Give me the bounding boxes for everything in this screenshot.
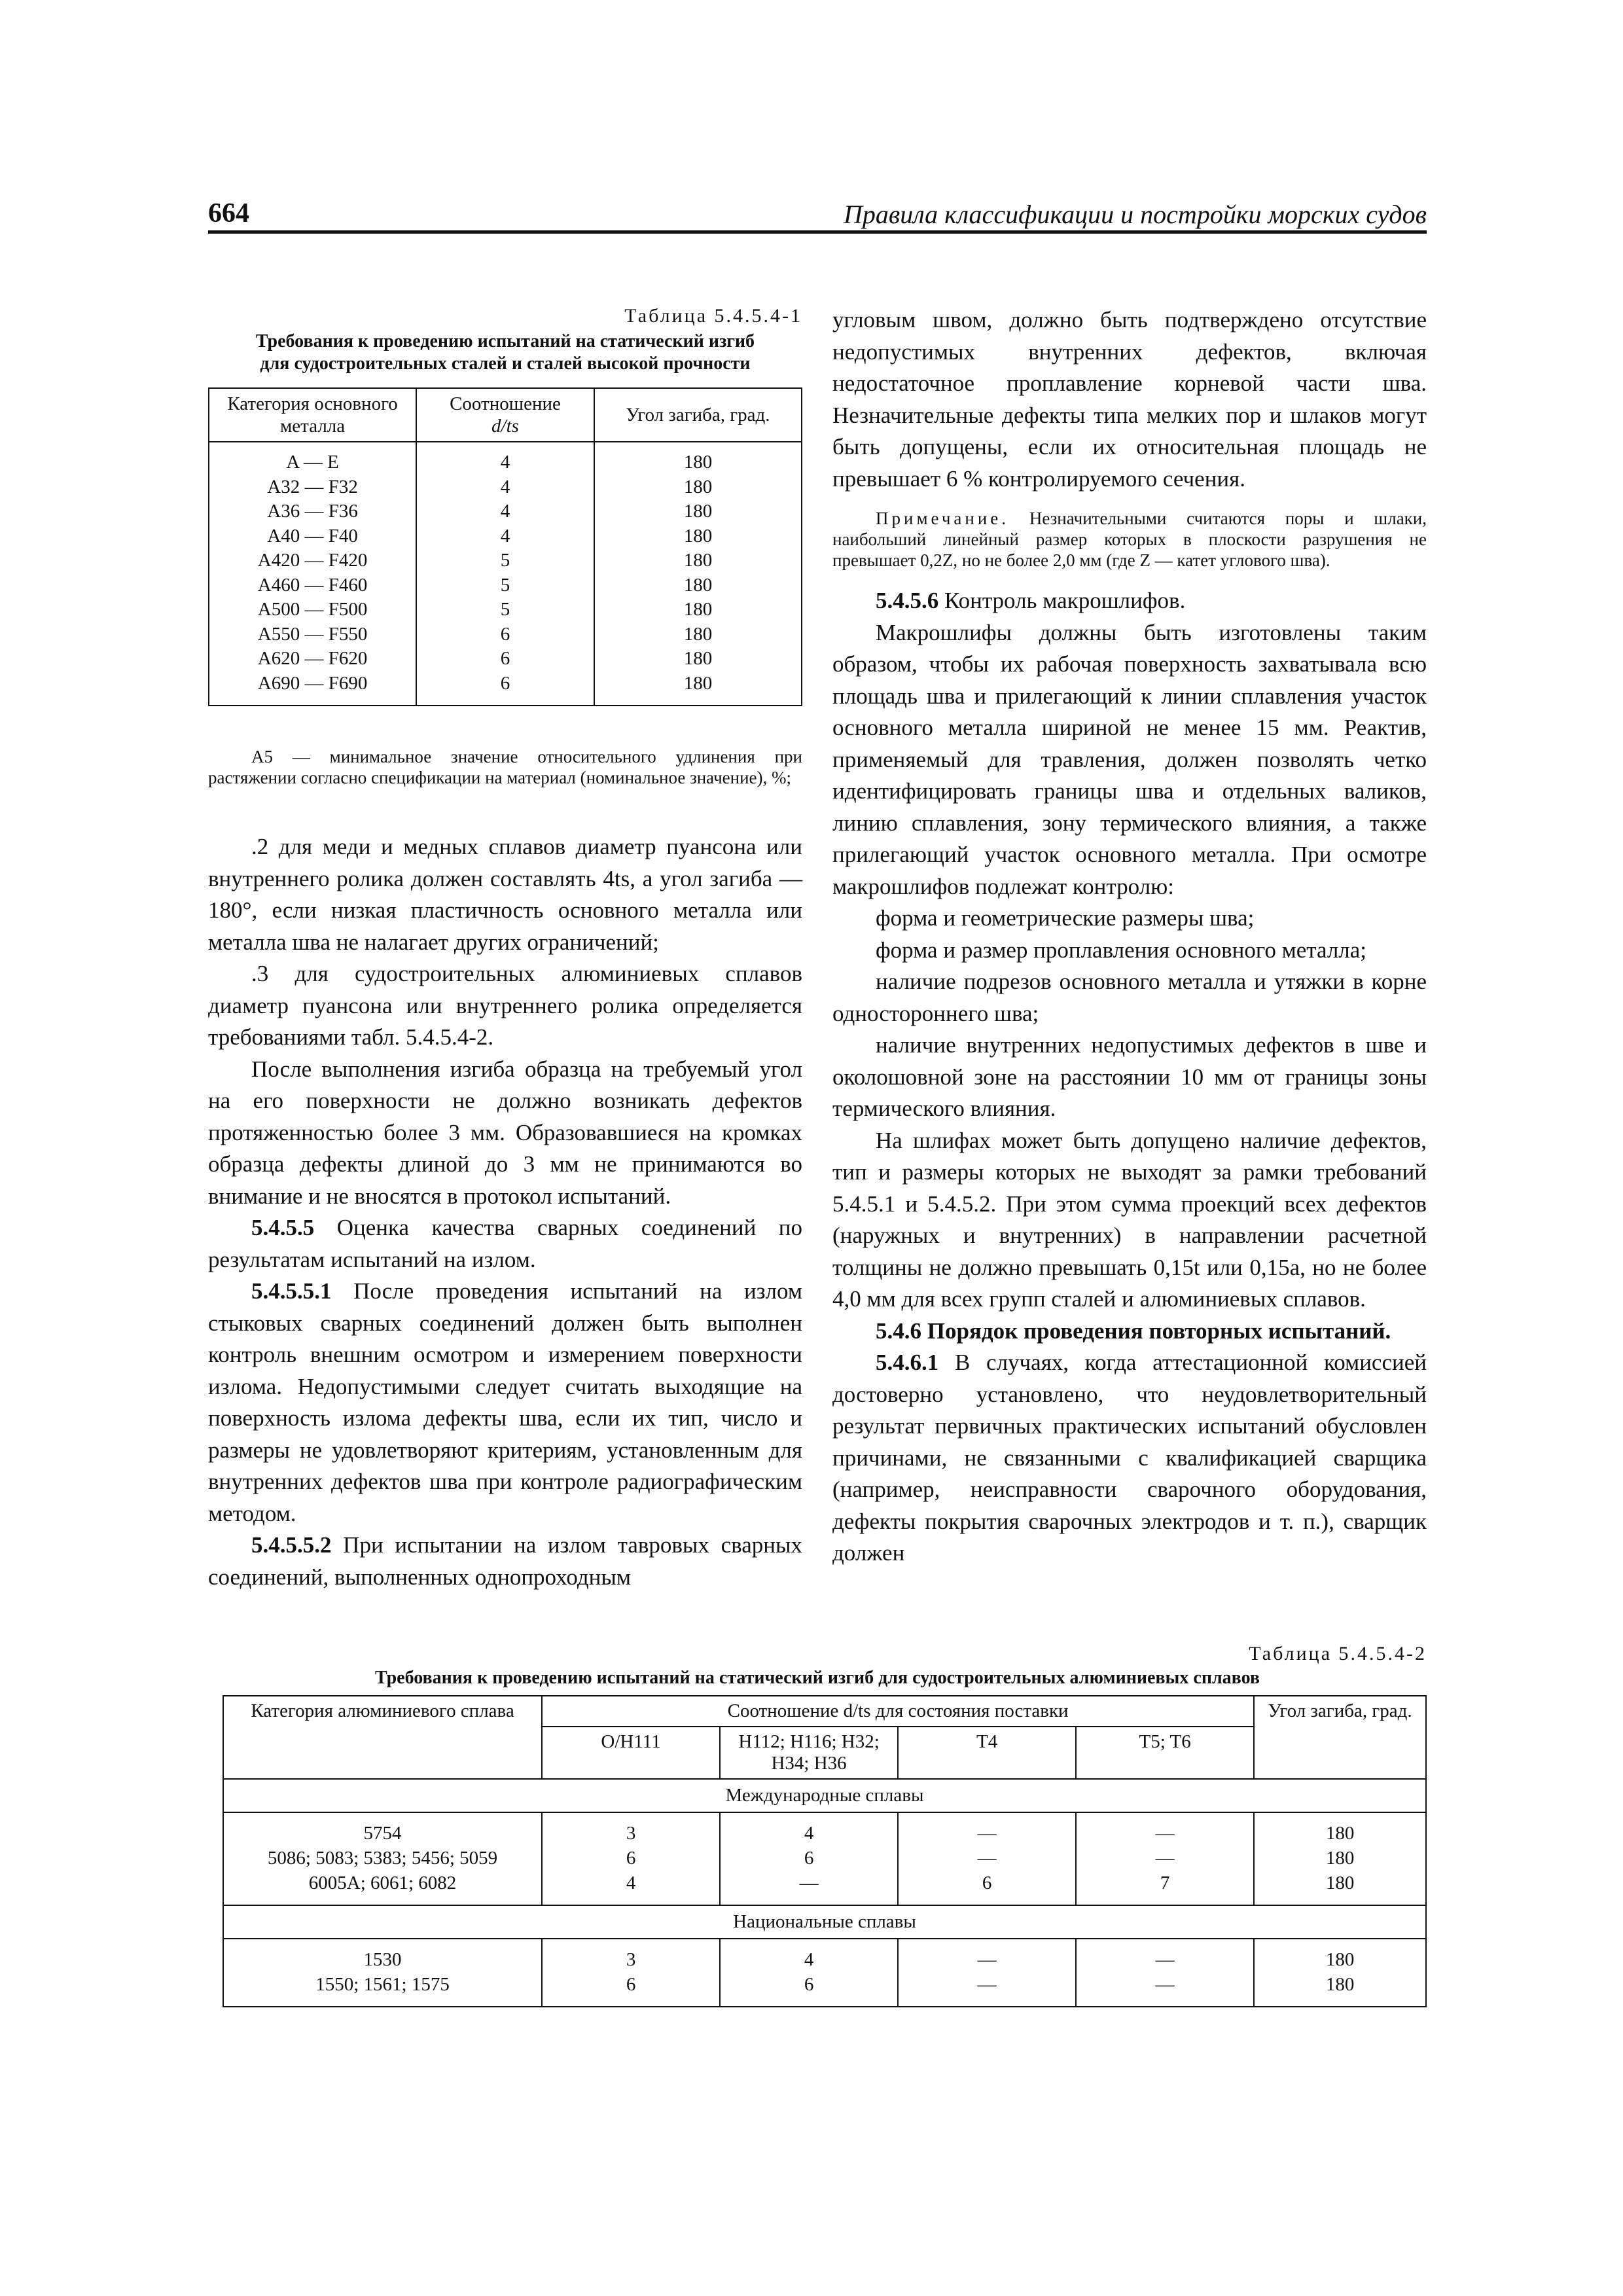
table2 <box>223 1695 1427 2007</box>
table1-header-category: Категория основного металла <box>209 388 416 442</box>
h112-cell <box>720 1939 898 2007</box>
subheader-t5-t6: T5; T6 <box>1076 1727 1254 1779</box>
table-row <box>209 647 802 672</box>
group-row <box>223 1779 1426 1812</box>
alloy-cell <box>223 1812 542 1905</box>
right-column <box>832 304 1427 1570</box>
angle-cell: 180 <box>594 524 802 549</box>
group-row <box>223 1905 1426 1939</box>
ratio-cell: 4 <box>416 499 594 524</box>
ratio-cell: 4 <box>416 442 594 475</box>
h112-cell <box>720 1812 898 1905</box>
running-title: Правила классификации и постройки морских судов <box>843 200 1427 229</box>
angle-cell: 180 <box>594 499 802 524</box>
o-h111-cell <box>542 1812 720 1905</box>
table1 <box>208 387 802 706</box>
category-cell: A460 — F460 <box>209 573 416 598</box>
o-h111-cell <box>542 1939 720 2007</box>
value: — <box>799 1873 819 1893</box>
table-row <box>209 622 802 647</box>
value: 180 <box>1325 1823 1355 1844</box>
section-text: Оценка качества сварных соединений по результатам испытаний на излом. <box>208 1215 802 1272</box>
alloy: 1530 <box>363 1949 402 1970</box>
table1-title-line1: Требования к проведению испытаний на статический изгиб <box>255 331 755 351</box>
left-column <box>208 831 802 1593</box>
category-cell: A420 — F420 <box>209 548 416 573</box>
ratio-cell: 4 <box>416 524 594 549</box>
table1-footnote: A5 — минимальное значение относительного удлинения при растяжении согласно спецификации на материал (номинальное значение), %; <box>208 747 802 787</box>
section-number: 5.4.6.1 <box>876 1350 939 1375</box>
angle-cell <box>1254 1939 1426 2007</box>
note-label: Примечание. <box>876 509 1010 528</box>
table-row <box>209 573 802 598</box>
value: 6 <box>982 1873 992 1893</box>
value: — <box>977 1949 997 1970</box>
t4-cell <box>898 1939 1076 2007</box>
section-text: После проведения испытаний на излом стыковых сварных соединений должен быть выполнен контроль внешним осмотром и измерением поверхности излома. Недопустимыми следует считать выходящие на поверхность излома дефекты шва, если их тип, число и размеры не удовлетворяют критериям, установленным для внутренних дефектов шва при контроле радиографическим методом. <box>208 1278 802 1526</box>
category-cell: A620 — F620 <box>209 647 416 672</box>
value: 3 <box>626 1823 636 1844</box>
table1-header-ratio-line2: d/ts <box>491 416 519 437</box>
value: 180 <box>1325 1949 1355 1970</box>
angle-cell: 180 <box>594 573 802 598</box>
table-row <box>209 475 802 500</box>
category-cell: A550 — F550 <box>209 622 416 647</box>
paragraph <box>832 1347 1427 1570</box>
category-cell: A32 — F32 <box>209 475 416 500</box>
value: — <box>977 1823 997 1844</box>
value: 6 <box>626 1848 636 1869</box>
t5-t6-cell <box>1076 1812 1254 1905</box>
angle-cell: 180 <box>594 442 802 475</box>
value: 4 <box>804 1823 814 1844</box>
list-item: наличие внутренних недопустимых дефектов в шве и околошовной зоне на расстоянии 10 мм от границы зоны термического влияния. <box>832 1032 1427 1121</box>
table2-header-category: Категория алюминиевого сплава <box>223 1696 542 1779</box>
table1-header-row <box>209 388 802 442</box>
section-number: 5.4.5.5 <box>251 1215 315 1240</box>
list-item: наличие подрезов основного металла и утяжки в корне одностороннего шва; <box>832 969 1427 1026</box>
list-item: форма и геометрические размеры шва; <box>876 905 1255 931</box>
value: 3 <box>626 1949 636 1970</box>
paragraph: После выполнения изгиба образца на требуемый угол на его поверхности не должно возникать дефектов протяженностью более 3 мм. Образовавшиеся на кромках образца дефекты длиной до 3 мм не принимаются во внимание и не вносятся в протокол испытаний. <box>208 1056 802 1209</box>
table-row <box>209 598 802 622</box>
table1-title <box>208 331 802 375</box>
paragraph <box>208 1276 802 1530</box>
category-cell: A — E <box>209 442 416 475</box>
page-number: 664 <box>208 198 249 228</box>
angle-cell: 180 <box>594 598 802 622</box>
value: — <box>1155 1949 1175 1970</box>
ratio-cell: 6 <box>416 622 594 647</box>
alloy: 5754 <box>363 1823 402 1844</box>
section-heading <box>208 1212 802 1276</box>
value: 180 <box>1325 1848 1355 1869</box>
value: — <box>977 1974 997 1995</box>
ratio-cell: 4 <box>416 475 594 500</box>
table-row <box>209 442 802 475</box>
table2-header-angle: Угол загиба, град. <box>1254 1696 1426 1779</box>
group-international: Международные сплавы <box>223 1779 1426 1812</box>
ratio-cell: 5 <box>416 598 594 622</box>
table1-header-ratio <box>416 388 594 442</box>
subheader-o-h111: O/H111 <box>542 1727 720 1779</box>
table-row <box>209 548 802 573</box>
table-row <box>223 1812 1426 1905</box>
value: 7 <box>1160 1873 1170 1893</box>
alloy: 6005A; 6061; 6082 <box>308 1873 457 1893</box>
value: 180 <box>1325 1873 1355 1893</box>
table-row <box>209 499 802 524</box>
t5-t6-cell <box>1076 1939 1254 2007</box>
list-item: форма и размер проплавления основного металла; <box>876 937 1367 963</box>
angle-cell: 180 <box>594 475 802 500</box>
value: 6 <box>804 1848 814 1869</box>
table1-title-line2: для судостроительных сталей и сталей высокой прочности <box>260 353 751 374</box>
paragraph: .3 для судостроительных алюминиевых сплавов диаметр пуансона или внутреннего ролика определяется требованиями табл. 5.4.5.4-2. <box>208 961 802 1050</box>
section-heading <box>832 585 1427 617</box>
category-cell: A500 — F500 <box>209 598 416 622</box>
category-cell: A36 — F36 <box>209 499 416 524</box>
table2-header-row <box>223 1696 1426 1727</box>
paragraph <box>208 1530 802 1593</box>
angle-cell: 180 <box>594 548 802 573</box>
angle-cell: 180 <box>594 672 802 706</box>
ratio-cell: 6 <box>416 672 594 706</box>
angle-cell: 180 <box>594 622 802 647</box>
value: — <box>1155 1823 1175 1844</box>
value: — <box>1155 1974 1175 1995</box>
section-number: 5.4.5.6 <box>876 588 939 613</box>
table1-header-angle: Угол загиба, град. <box>594 388 802 442</box>
paragraph: Макрошлифы должны быть изготовлены таким образом, чтобы их рабочая поверхность захватывала всю площадь шва и прилегающий к линии сплавления участок основного металла шириной не менее 15 мм. Реактив, применяемый для травления, должен позволять четко идентифицировать границы шва и отдельных валиков, линию сплавления, зону термического влияния, а также прилегающий участок основного металла. При осмотре макрошлифов подлежат контролю: <box>832 619 1427 899</box>
section-text: В случаях, когда аттестационной комиссией достоверно установлено, что неудовлетворительный результат первичных практических испытаний обусловлен причинами, не связанными с квалификацией сварщика (например, неисправности сварочного оборудования, дефекты покрытия сварочных электродов и т. п.), сварщик должен <box>832 1350 1427 1566</box>
value: 4 <box>804 1949 814 1970</box>
table2-title: Требования к проведению испытаний на статический изгиб для судостроительных алюминиевых сплавов <box>374 1668 1260 1688</box>
subheader-h112: H112; H116; H32; H34; H36 <box>720 1727 898 1779</box>
value: — <box>977 1848 997 1869</box>
value: 6 <box>804 1974 814 1995</box>
value: 4 <box>626 1873 636 1893</box>
value: 180 <box>1325 1974 1355 1995</box>
angle-cell: 180 <box>594 647 802 672</box>
angle-cell <box>1254 1812 1426 1905</box>
section-number: 5.4.5.5.2 <box>251 1532 332 1558</box>
t4-cell <box>898 1812 1076 1905</box>
value: — <box>1155 1848 1175 1869</box>
note <box>832 508 1427 571</box>
table-row <box>209 672 802 706</box>
table-row <box>209 524 802 549</box>
note-text: Незначительными считаются поры и шлаки, наибольший линейный размер которых в плоскости разрушения не превышает 0,2Z, но не более 2,0 мм (где Z — катет углового шва). <box>832 509 1427 570</box>
table2-header-ratio: Соотношение d/ts для состояния поставки <box>542 1696 1254 1727</box>
alloy-cell <box>223 1939 542 2007</box>
table-row <box>223 1939 1426 2007</box>
section-number: 5.4.5.5.1 <box>251 1278 332 1304</box>
section-text: При испытании на излом тавровых сварных соединений, выполненных однопроходным <box>208 1532 802 1590</box>
alloy: 5086; 5083; 5383; 5456; 5059 <box>267 1848 498 1869</box>
section-text: Контроль макрошлифов. <box>938 588 1186 613</box>
group-national: Национальные сплавы <box>223 1905 1426 1939</box>
subheader-t4: T4 <box>898 1727 1076 1779</box>
ratio-cell: 5 <box>416 573 594 598</box>
paragraph: .2 для меди и медных сплавов диаметр пуансона или внутреннего ролика должен составлять 4ts, а угол загиба — 180°, если низкая пластичность основного металла или металла шва не налагает других ограничений; <box>208 834 802 955</box>
ratio-cell: 5 <box>416 548 594 573</box>
category-cell: A690 — F690 <box>209 672 416 706</box>
category-cell: A40 — F40 <box>209 524 416 549</box>
alloy: 1550; 1561; 1575 <box>315 1974 450 1995</box>
ratio-cell: 6 <box>416 647 594 672</box>
table2-caption: Таблица 5.4.5.4-2 <box>1249 1643 1427 1664</box>
section-heading: 5.4.6 Порядок проведения повторных испытаний. <box>876 1318 1391 1344</box>
paragraph: угловым швом, должно быть подтверждено отсутствие недопустимых внутренних дефектов, включая недостаточное проплавление корневой части шва. Незначительные дефекты типа мелких пор и шлаков могут быть допущены, если их относительная площадь не превышает 6 % контролируемого сечения. <box>832 307 1427 492</box>
table1-caption: Таблица 5.4.5.4-1 <box>624 305 802 327</box>
paragraph: На шлифах может быть допущено наличие дефектов, тип и размеры которых не выходят за рамки требований 5.4.5.1 и 5.4.5.2. При этом сумма проекций всех дефектов (наружных и внутренних) в направлении расчетной толщины не должно превышать 0,15t или 0,15a, но не более 4,0 мм для всех групп сталей и алюминиевых сплавов. <box>832 1127 1427 1312</box>
header-rule <box>208 230 1427 234</box>
table1-header-ratio-line1: Соотношение <box>450 393 561 414</box>
value: 6 <box>626 1974 636 1995</box>
